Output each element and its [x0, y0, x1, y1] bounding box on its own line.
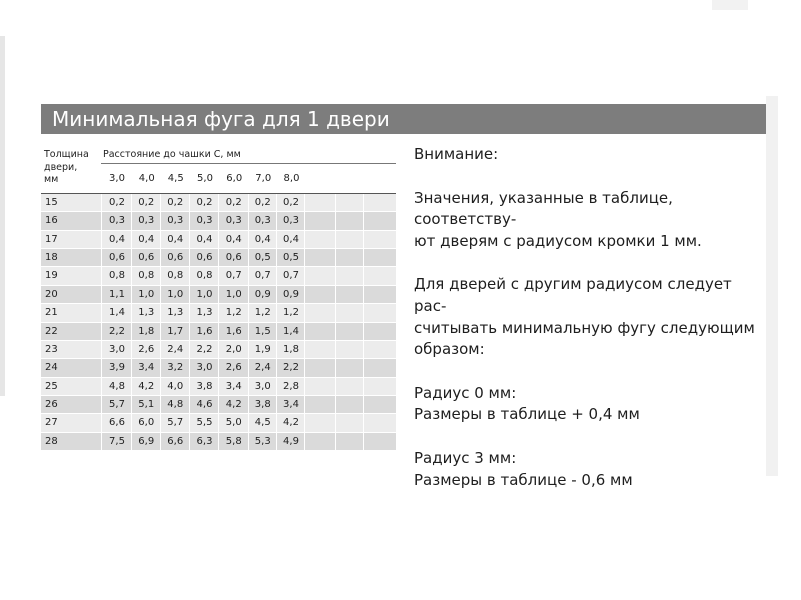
distance-col-header: 6,0: [219, 164, 249, 193]
column-divider: [363, 231, 364, 249]
gap-value-cell: 0,3: [109, 215, 125, 227]
thickness-cell: 16: [45, 215, 58, 227]
gap-value-cell: 0,4: [283, 233, 299, 245]
column-divider: [363, 433, 364, 451]
table-header: [41, 144, 396, 194]
gap-value-cell: 0,3: [283, 215, 299, 227]
gap-value-cell: 1,9: [254, 343, 271, 355]
gap-value-cell: 2,0: [225, 343, 242, 355]
column-divider: [335, 359, 336, 377]
column-divider: [335, 194, 336, 212]
gap-value-cell: 4,6: [196, 398, 213, 410]
column-divider: [304, 378, 305, 396]
gap-value-cell: 1,6: [225, 325, 242, 337]
thickness-cell: 18: [45, 252, 58, 264]
gap-value-cell: 5,0: [225, 417, 242, 429]
gap-value-cell: 0,3: [167, 215, 184, 227]
gap-table: [41, 144, 396, 451]
gap-value-cell: 2,6: [138, 343, 155, 355]
note-radius-0: Радиус 0 мм: Размеры в таблице + 0,4 мм: [414, 383, 640, 424]
gap-value-cell: 0,4: [167, 233, 184, 245]
thickness-cell: 22: [45, 325, 58, 337]
gap-value-cell: 5,5: [196, 417, 213, 429]
gap-value-cell: 0,3: [225, 215, 242, 227]
gap-value-cell: 0,4: [196, 233, 213, 245]
column-divider: [304, 212, 305, 230]
column-divider: [335, 378, 336, 396]
gap-value-cell: 1,7: [167, 325, 184, 337]
column-divider: [335, 396, 336, 414]
gap-value-cell: 2,4: [167, 343, 184, 355]
right-edge-strip: [766, 96, 778, 476]
gap-value-cell: 0,7: [283, 270, 299, 282]
gap-value-cell: 3,0: [109, 343, 125, 355]
gap-value-cell: 1,2: [225, 307, 242, 319]
table-row: [41, 341, 396, 359]
gap-value-cell: 0,9: [283, 288, 299, 300]
gap-value-cell: 0,5: [254, 252, 271, 264]
gap-value-cell: 4,2: [225, 398, 242, 410]
gap-value-cell: 3,0: [254, 380, 271, 392]
gap-value-cell: 0,8: [109, 270, 125, 282]
gap-value-cell: 4,2: [283, 417, 299, 429]
column-divider: [335, 414, 336, 432]
gap-value-cell: 0,2: [225, 197, 242, 208]
gap-value-cell: 7,5: [109, 435, 125, 447]
gap-value-cell: 3,8: [254, 398, 271, 410]
gap-value-cell: 0,8: [196, 270, 213, 282]
gap-value-cell: 2,4: [254, 362, 271, 374]
gap-value-cell: 4,5: [254, 417, 271, 429]
gap-value-cell: 1,3: [167, 307, 184, 319]
gap-value-cell: 3,8: [196, 380, 213, 392]
thickness-cell: 19: [45, 270, 58, 282]
gap-value-cell: 1,2: [254, 307, 271, 319]
gap-value-cell: 2,2: [283, 362, 299, 374]
column-divider: [304, 396, 305, 414]
gap-value-cell: 0,3: [196, 215, 213, 227]
gap-value-cell: 4,8: [167, 398, 184, 410]
table-row: [41, 378, 396, 396]
gap-value-cell: 1,0: [225, 288, 242, 300]
table-row: [41, 323, 396, 341]
gap-value-cell: 5,3: [254, 435, 271, 447]
gap-value-cell: 0,2: [196, 197, 213, 208]
column-divider: [304, 433, 305, 451]
attention-heading: Внимание:: [414, 145, 499, 163]
gap-value-cell: 1,4: [109, 307, 125, 319]
gap-value-cell: 6,0: [138, 417, 155, 429]
column-divider: [304, 359, 305, 377]
table-row: [41, 267, 396, 285]
gap-value-cell: 4,2: [138, 380, 155, 392]
gap-value-cell: 0,6: [196, 252, 213, 264]
thickness-header: Толщина двери, мм: [44, 149, 89, 185]
gap-value-cell: 5,8: [225, 435, 242, 447]
gap-value-cell: 3,4: [283, 398, 299, 410]
gap-value-cell: 0,6: [167, 252, 184, 264]
gap-value-cell: 1,4: [283, 325, 299, 337]
table-row: [41, 249, 396, 267]
distance-col-header: [305, 164, 336, 193]
column-divider: [304, 249, 305, 267]
gap-value-cell: 0,6: [225, 252, 242, 264]
gap-value-cell: 1,1: [109, 288, 125, 300]
section-title: Минимальная фуга для 1 двери: [41, 104, 766, 134]
column-divider: [335, 433, 336, 451]
column-divider: [363, 396, 364, 414]
thickness-cell: 23: [45, 343, 58, 355]
distance-col-header: [336, 164, 365, 193]
table-row: [41, 286, 396, 304]
gap-value-cell: 4,9: [283, 435, 299, 447]
table-row: [41, 414, 396, 432]
table-row: [41, 396, 396, 414]
gap-value-cell: 0,9: [254, 288, 271, 300]
thickness-cell: 15: [45, 197, 58, 208]
gap-value-cell: 4,8: [109, 380, 125, 392]
gap-value-cell: 6,6: [109, 417, 125, 429]
column-divider: [304, 341, 305, 359]
gap-value-cell: 5,7: [109, 398, 125, 410]
column-divider: [304, 323, 305, 341]
gap-value-cell: 1,0: [196, 288, 213, 300]
gap-value-cell: 1,3: [138, 307, 155, 319]
gap-value-cell: 0,2: [138, 197, 155, 208]
gap-value-cell: 1,3: [196, 307, 213, 319]
gap-value-cell: 5,7: [167, 417, 184, 429]
gap-value-cell: 2,2: [109, 325, 125, 337]
thickness-cell: 28: [45, 435, 58, 447]
gap-value-cell: 5,1: [138, 398, 155, 410]
column-divider: [363, 378, 364, 396]
column-divider: [335, 249, 336, 267]
thickness-cell: 20: [45, 288, 58, 300]
gap-value-cell: 2,6: [225, 362, 242, 374]
gap-value-cell: 2,8: [283, 380, 299, 392]
gap-value-cell: 1,8: [283, 343, 299, 355]
gap-value-cell: 2,2: [196, 343, 213, 355]
gap-value-cell: 1,5: [254, 325, 271, 337]
column-divider: [304, 304, 305, 322]
thickness-cell: 25: [45, 380, 58, 392]
column-divider: [363, 249, 364, 267]
gap-value-cell: 0,2: [167, 197, 184, 208]
column-divider: [363, 341, 364, 359]
gap-value-cell: 1,2: [283, 307, 299, 319]
column-divider: [304, 286, 305, 304]
distance-col-header: 4,0: [132, 164, 161, 193]
column-divider: [335, 286, 336, 304]
column-divider: [363, 304, 364, 322]
thickness-cell: 21: [45, 307, 58, 319]
gap-value-cell: 6,6: [167, 435, 184, 447]
gap-value-cell: 0,2: [254, 197, 271, 208]
column-divider: [335, 231, 336, 249]
column-divider: [363, 286, 364, 304]
thickness-cell: 27: [45, 417, 58, 429]
column-divider: [363, 323, 364, 341]
column-divider: [363, 359, 364, 377]
column-divider: [335, 323, 336, 341]
table-row: [41, 231, 396, 249]
distance-col-header: 8,0: [277, 164, 305, 193]
gap-value-cell: 0,6: [109, 252, 125, 264]
top-right-strip: [712, 0, 748, 10]
gap-value-cell: 6,3: [196, 435, 213, 447]
note-radius-1: Значения, указанные в таблице, соответству- ют дверям с радиусом кромки 1 мм.: [414, 188, 702, 250]
distance-col-header: [364, 164, 394, 193]
gap-value-cell: 1,0: [138, 288, 155, 300]
table-row: [41, 194, 396, 212]
thickness-cell: 26: [45, 398, 58, 410]
gap-value-cell: 0,2: [283, 197, 299, 208]
column-divider: [363, 414, 364, 432]
distance-group-header: Расстояние до чашки С, мм: [103, 149, 241, 160]
table-body: [41, 194, 396, 451]
column-divider: [304, 267, 305, 285]
gap-value-cell: 4,0: [167, 380, 184, 392]
gap-value-cell: 3,9: [109, 362, 125, 374]
gap-value-cell: 0,3: [254, 215, 271, 227]
gap-value-cell: 0,3: [138, 215, 155, 227]
column-divider: [335, 341, 336, 359]
notes-panel: [414, 144, 764, 513]
gap-value-cell: 3,2: [167, 362, 184, 374]
column-divider: [335, 304, 336, 322]
table-row: [41, 433, 396, 451]
distance-col-header: 7,0: [249, 164, 278, 193]
thickness-cell: 17: [45, 233, 58, 245]
column-divider: [363, 267, 364, 285]
gap-value-cell: 1,8: [138, 325, 155, 337]
column-divider: [363, 212, 364, 230]
note-other-radius: Для дверей с другим радиусом следует рас- считывать минимальную фугу следующим образом:: [414, 275, 755, 359]
gap-value-cell: 0,6: [138, 252, 155, 264]
gap-value-cell: 0,8: [167, 270, 184, 282]
table-row: [41, 304, 396, 322]
column-divider: [304, 194, 305, 212]
gap-value-cell: 3,0: [196, 362, 213, 374]
column-divider: [335, 267, 336, 285]
gap-value-cell: 3,4: [225, 380, 242, 392]
distance-col-header: 5,0: [190, 164, 219, 193]
column-divider: [363, 194, 364, 212]
column-divider: [304, 414, 305, 432]
gap-value-cell: 0,5: [283, 252, 299, 264]
gap-value-cell: 1,0: [167, 288, 184, 300]
gap-value-cell: 0,8: [138, 270, 155, 282]
column-divider: [335, 212, 336, 230]
gap-value-cell: 0,7: [254, 270, 271, 282]
gap-value-cell: 0,4: [109, 233, 125, 245]
distance-col-header: 3,0: [109, 173, 125, 184]
table-row: [41, 359, 396, 377]
thickness-cell: 24: [45, 362, 58, 374]
left-edge-strip: [0, 36, 5, 396]
gap-value-cell: 1,6: [196, 325, 213, 337]
table-row: [41, 212, 396, 230]
gap-value-cell: 6,9: [138, 435, 155, 447]
gap-value-cell: 0,4: [138, 233, 155, 245]
gap-value-cell: 0,7: [225, 270, 242, 282]
gap-value-cell: 0,4: [225, 233, 242, 245]
distance-col-header: 4,5: [161, 164, 191, 193]
gap-value-cell: 0,2: [109, 197, 125, 208]
column-divider: [304, 231, 305, 249]
gap-value-cell: 3,4: [138, 362, 155, 374]
row-divider: [41, 450, 396, 451]
note-radius-3: Радиус 3 мм: Размеры в таблице - 0,6 мм: [414, 448, 633, 489]
gap-value-cell: 0,4: [254, 233, 271, 245]
